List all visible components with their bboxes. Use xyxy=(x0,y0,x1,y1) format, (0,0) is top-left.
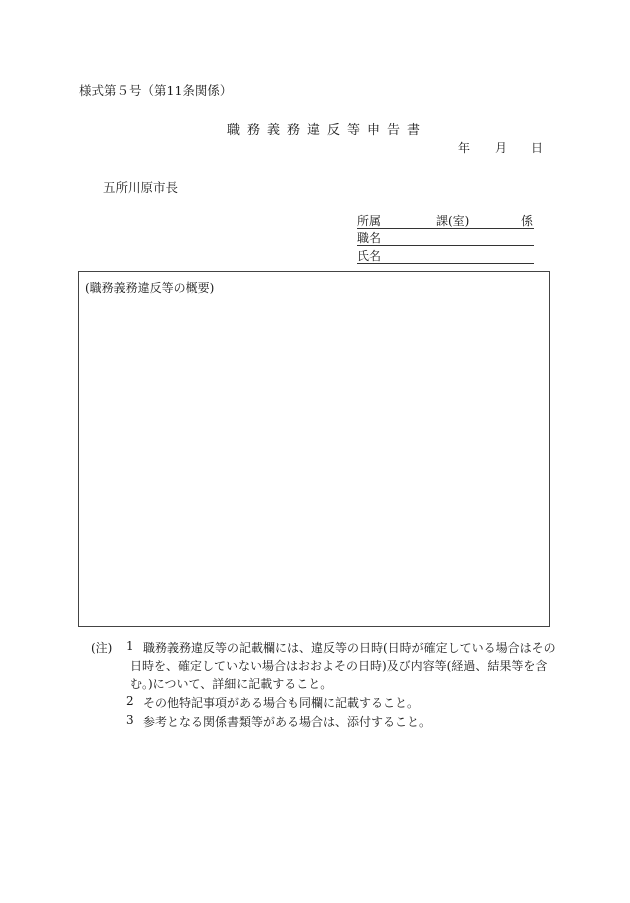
summary-box[interactable] xyxy=(78,271,550,627)
addressee: 五所川原市長 xyxy=(103,180,179,195)
note-2-number: 2 xyxy=(126,694,134,708)
date-year-label: 年 xyxy=(458,141,471,155)
date-month-label: 月 xyxy=(495,141,508,155)
form-number: 様式第５号（第11条関係） xyxy=(79,83,233,98)
note-3-text: 参考となる関係書類等がある場合は、添付すること。 xyxy=(143,715,432,729)
note-2-text: その他特記事項がある場合も同欄に記載すること。 xyxy=(143,696,420,710)
post-label: 職名 xyxy=(357,231,382,245)
summary-label: (職務義務違反等の概要) xyxy=(85,281,215,295)
post-field[interactable] xyxy=(357,229,534,246)
affiliation-field[interactable] xyxy=(357,212,534,229)
document-title: 職務義務違反等申告書 xyxy=(227,123,428,138)
notes-prefix: (注) xyxy=(91,641,113,655)
note-1-line-1: 職務義務違反等の記載欄には、違反等の日時(日時が確定している場合はその xyxy=(143,641,556,655)
note-1-line-3: む。)について、詳細に記載すること。 xyxy=(130,677,333,691)
name-field[interactable] xyxy=(357,247,534,264)
section-label: 課(室) xyxy=(436,214,470,228)
date-day-label: 日 xyxy=(531,141,544,155)
unit-label: 係 xyxy=(520,214,533,228)
date-line xyxy=(458,139,543,156)
name-label: 氏名 xyxy=(357,249,382,263)
note-3-number: 3 xyxy=(126,713,134,727)
note-1-line-2: 日時を、確定していない場合はおおよその日時)及び内容等(経過、結果等を含 xyxy=(130,659,548,673)
affiliation-label: 所属 xyxy=(357,214,382,228)
note-1-number: 1 xyxy=(126,639,134,653)
